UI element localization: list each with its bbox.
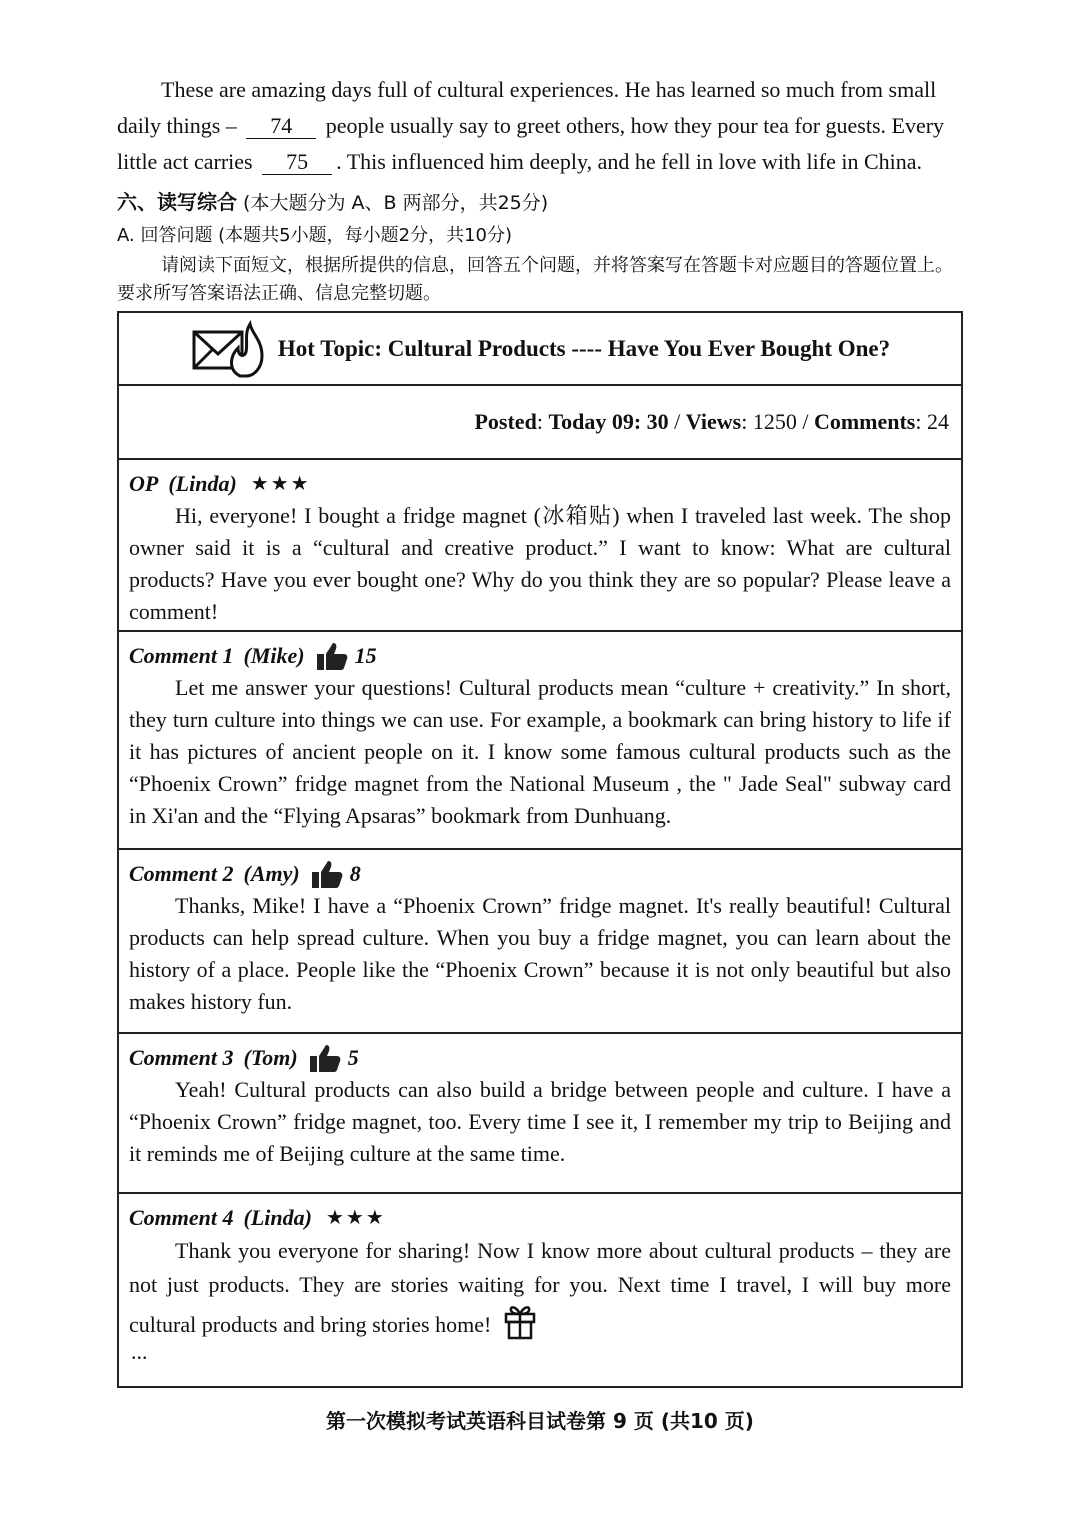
- post-author: (Amy): [243, 861, 300, 886]
- thread-meta: Posted : Today 09: 30 / Views : 1250 / Comments : 24: [119, 386, 961, 460]
- post-label: Comment 4: [129, 1205, 234, 1230]
- comment-1: [119, 632, 961, 850]
- post-author: (Mike): [243, 643, 305, 668]
- post-author: (Linda): [243, 1205, 312, 1230]
- post-text: Thank you everyone for sharing! Now I know more about cultural products – they are not just products. They are stories waiting for you. Next time I travel, I will buy more cultural products and bring stories home!: [129, 1238, 951, 1337]
- thread-header: [119, 313, 961, 386]
- blank-74: 74: [246, 114, 316, 139]
- thumbs-up-icon: [308, 1042, 342, 1074]
- section-title: 六、读写综合 (本大题分为 A、B 两部分，共25分): [117, 190, 549, 214]
- like-count: 8: [349, 861, 361, 886]
- intro-line-3: little act carries 75 . This influenced him deeply, and he fell in love with life in China.: [117, 149, 923, 174]
- post-text: Hi, everyone! I bought a fridge magnet (冰箱贴) when I traveled last week. The shop owner said it is a “cultural and creative product.” I want to know: What are cultural products? Have you ever bought one? Why do you think they are so popular? Please leave a comment!: [129, 503, 951, 624]
- post-label: Comment 1: [129, 643, 234, 668]
- page-footer: 第一次模拟考试英语科目试卷第 9 页 (共10 页): [326, 1409, 754, 1433]
- intro-line-1: These are amazing days full of cultural experiences. He has learned so much from small: [161, 77, 937, 102]
- like-count: 5: [347, 1045, 359, 1070]
- post-author: (Linda): [168, 471, 237, 496]
- comment-4: [119, 1194, 961, 1386]
- post-label: OP: [129, 471, 159, 496]
- ellipsis: ...: [131, 1339, 148, 1364]
- thread-title: Hot Topic: Cultural Products ---- Have You Ever Bought One?: [277, 335, 891, 361]
- subsection-title: A. 回答问题 (本题共5小题，每小题2分，共10分): [117, 225, 513, 246]
- thumbs-up-icon: [310, 858, 344, 890]
- thumbs-up-icon: [315, 640, 349, 672]
- star-rating: ★★★: [250, 473, 311, 495]
- post-text: Yeah! Cultural products can also build a bridge between people and culture. I have a “Phoenix Crown” fridge magnet, too. Every time I see it, I remember my trip to Beijing and it reminds me of Beijing culture at the same time.: [129, 1077, 951, 1166]
- forum-thread: [117, 311, 963, 1388]
- intro-line-2: daily things – 74 people usually say to greet others, how they pour tea for guests. Every: [117, 113, 945, 138]
- post-text: Let me answer your questions! Cultural products mean “culture + creativity.” In short, they turn culture into things we can use. For example, a bookmark can bring history to life if it has pictures of ancient people on it. I know some famous cultural products such as the “Phoenix Crown” fridge magnet from the National Museum , the " Jade Seal" subway card in Xi'an and the “Flying Apsaras” bookmark from Dunhuang.: [129, 675, 951, 828]
- post-op: [119, 460, 961, 632]
- instructions: 请阅读下面短文，根据所提供的信息，回答五个问题，并将答案写在答题卡对应题目的答题位置上。要求所写答案语法正确、信息完整切题。: [117, 255, 953, 304]
- gift-icon: [503, 1302, 537, 1340]
- comment-2: [119, 850, 961, 1034]
- blank-75: 75: [262, 150, 332, 175]
- post-text: Thanks, Mike! I have a “Phoenix Crown” fridge magnet. It's really beautiful! Cultural products can help spread culture. When you buy a fridge magnet, you can learn about the history of a place. People like the “Phoenix Crown” because it is not only beautiful but also makes history fun.: [129, 893, 951, 1014]
- star-rating: ★★★: [325, 1207, 386, 1229]
- post-label: Comment 2: [129, 861, 234, 886]
- passage-continuation: [117, 72, 963, 180]
- comment-3: [119, 1034, 961, 1194]
- like-count: 15: [354, 643, 377, 668]
- post-author: (Tom): [243, 1045, 298, 1070]
- post-label: Comment 3: [129, 1045, 234, 1070]
- envelope-flame-icon: [190, 318, 266, 380]
